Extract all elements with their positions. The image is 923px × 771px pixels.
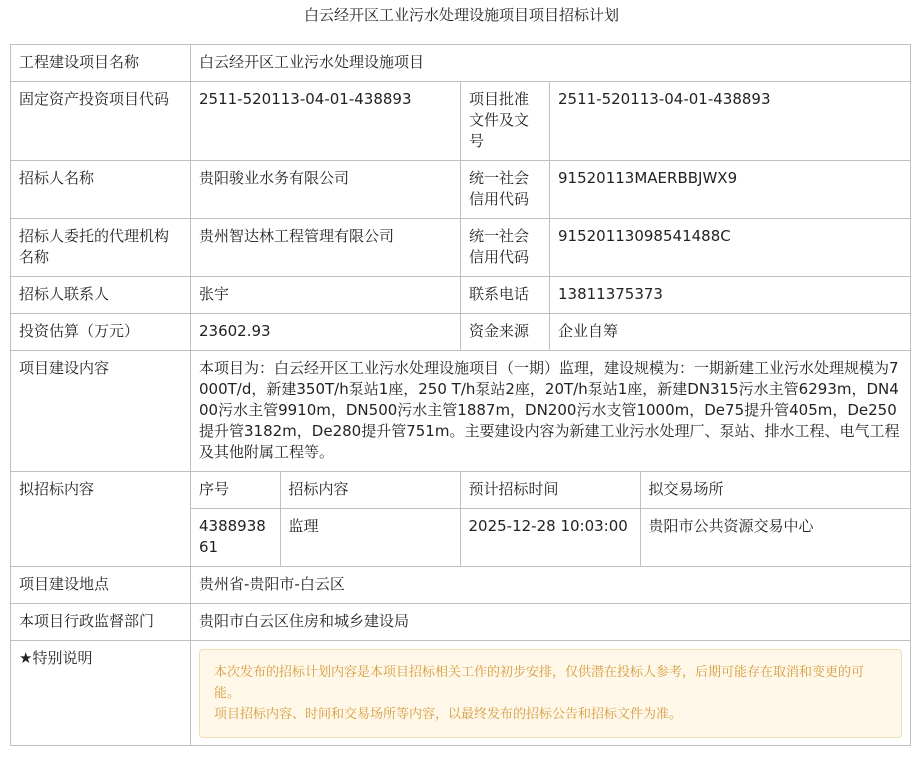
label-investment: 投资估算（万元） — [11, 314, 191, 351]
planned-content: 监理 — [280, 509, 460, 567]
label-supervisor: 本项目行政监督部门 — [11, 604, 191, 641]
header-content: 招标内容 — [280, 472, 460, 509]
value-tenderer: 贵阳骏业水务有限公司 — [191, 161, 461, 219]
row-content — [11, 351, 911, 472]
label-tenderer-credit-code: 统一社会信用代码 — [461, 161, 550, 219]
planned-seq: 438893861 — [191, 509, 280, 567]
value-location: 贵州省-贵阳市-白云区 — [191, 567, 911, 604]
notes-cell — [191, 641, 911, 746]
planned-time: 2025-12-28 10:03:00 — [460, 509, 640, 567]
notice-line-2: 项目招标内容、时间和交易场所等内容，以最终发布的招标公告和招标文件为准。 — [214, 707, 683, 722]
table-row — [191, 509, 911, 567]
value-tenderer-credit-code: 91520113MAERBBJWX9 — [550, 161, 911, 219]
label-project-code: 固定资产投资项目代码 — [11, 82, 191, 161]
notice-box — [199, 649, 902, 738]
header-venue: 拟交易场所 — [640, 472, 911, 509]
page-title: 白云经开区工业污水处理设施项目项目招标计划 — [303, 6, 619, 24]
row-agency — [11, 219, 911, 277]
label-approval-doc: 项目批准文件及文号 — [461, 82, 550, 161]
label-planned: 拟招标内容 — [11, 472, 191, 567]
row-investment — [11, 314, 911, 351]
value-agency: 贵州智达林工程管理有限公司 — [191, 219, 461, 277]
value-supervisor: 贵阳市白云区住房和城乡建设局 — [191, 604, 911, 641]
value-phone: 13811375373 — [550, 277, 911, 314]
row-planned — [11, 472, 911, 567]
label-contact: 招标人联系人 — [11, 277, 191, 314]
row-notes — [11, 641, 911, 746]
planned-header-row — [191, 472, 911, 509]
planned-subtable — [191, 472, 911, 566]
label-phone: 联系电话 — [461, 277, 550, 314]
tender-plan-table — [10, 44, 911, 746]
label-agency: 招标人委托的代理机构名称 — [11, 219, 191, 277]
label-agency-credit-code: 统一社会信用代码 — [461, 219, 550, 277]
label-content: 项目建设内容 — [11, 351, 191, 472]
label-tenderer: 招标人名称 — [11, 161, 191, 219]
planned-subtable-cell — [191, 472, 911, 567]
value-funding-source: 企业自筹 — [550, 314, 911, 351]
value-project-name: 白云经开区工业污水处理设施项目 — [191, 45, 911, 82]
header-seq: 序号 — [191, 472, 280, 509]
value-approval-doc: 2511-520113-04-01-438893 — [550, 82, 911, 161]
label-notes: ★特别说明 — [11, 641, 191, 746]
value-contact: 张宇 — [191, 277, 461, 314]
row-supervisor — [11, 604, 911, 641]
row-contact — [11, 277, 911, 314]
row-project-name — [11, 45, 911, 82]
label-location: 项目建设地点 — [11, 567, 191, 604]
row-tenderer — [11, 161, 911, 219]
value-agency-credit-code: 91520113098541488C — [550, 219, 911, 277]
header-time: 预计招标时间 — [460, 472, 640, 509]
label-funding-source: 资金来源 — [461, 314, 550, 351]
row-location — [11, 567, 911, 604]
label-project-name: 工程建设项目名称 — [11, 45, 191, 82]
row-project-code — [11, 82, 911, 161]
planned-venue: 贵阳市公共资源交易中心 — [648, 517, 814, 535]
value-project-code: 2511-520113-04-01-438893 — [191, 82, 461, 161]
notice-line-1: 本次发布的招标计划内容是本项目招标相关工作的初步安排，仅供潜在投标人参考，后期可能存在取消和变更的可能。 — [214, 665, 865, 701]
value-content: 本项目为：白云经开区工业污水处理设施项目（一期）监理，建设规模为：一期新建工业污水处理规模为7000T/d，新建350T/h泵站1座，250 T/h泵站2座，20T/h泵站1座，新建DN315污水主管6293m，DN400污水主管9910m，DN500污水主管1887m，DN200污水支管1000m，De75提升管405m，De250提升管3182m，De280提升管751m。主要建设内容为新建工业污水处理厂、泵站、排水工程、电气工程及其他附属工程等。 — [191, 351, 911, 472]
value-investment: 23602.93 — [191, 314, 461, 351]
